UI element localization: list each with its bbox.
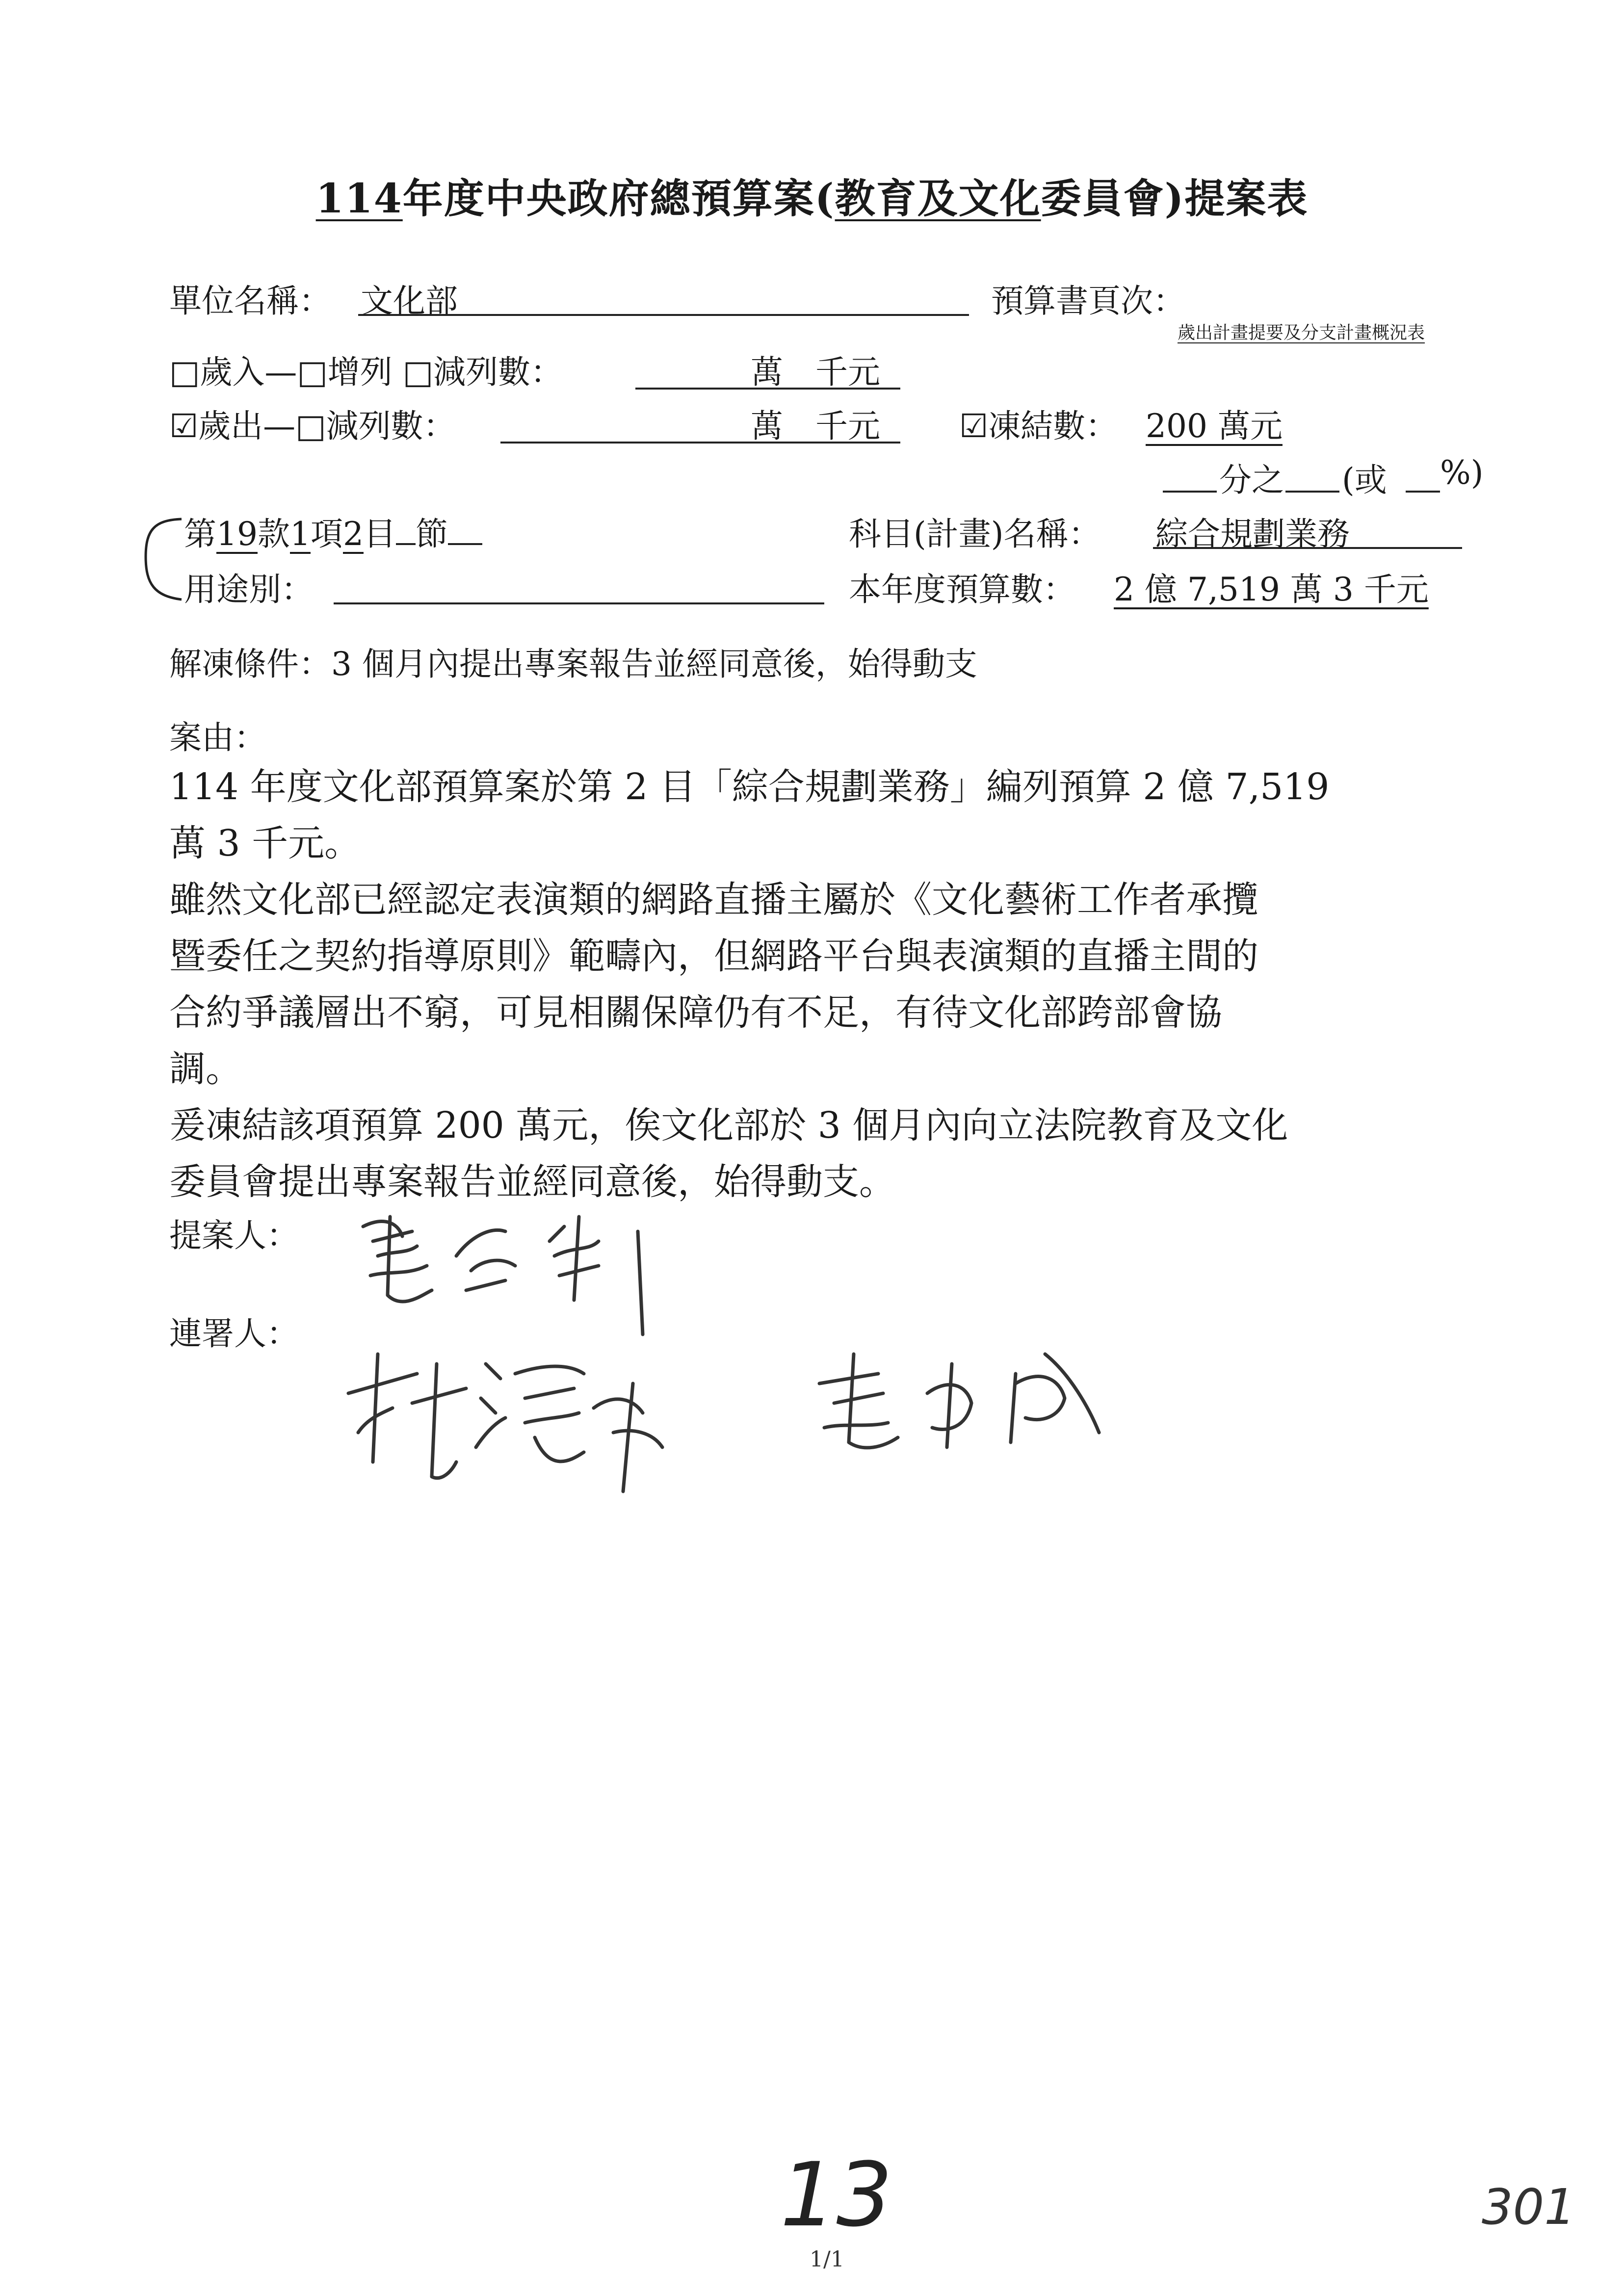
page-note: 歲出計畫提要及分支計畫概況表: [1178, 323, 1425, 343]
unit-label: 單位名稱：: [169, 282, 331, 320]
reason-line: 雖然文化部已經認定表演類的網路直播主屬於《文化藝術工作者承攬: [169, 879, 1258, 921]
title-part1: 年度中央政府總預算案(: [402, 175, 835, 222]
item-code: [184, 508, 482, 554]
budget-value: 2 億 7,519 萬 3 千元: [1114, 571, 1429, 608]
xiang-number: 1: [289, 515, 311, 553]
page-title: [0, 167, 1624, 224]
title-committee: 教育及文化: [835, 175, 1041, 222]
mu-label: 目: [363, 515, 396, 553]
expenditure-amount-units: 萬 千元: [751, 407, 880, 445]
usage-underline: [334, 602, 824, 604]
title-year: 114: [315, 175, 403, 222]
left-bracket: [140, 510, 184, 608]
reason-line: 合約爭議層出不窮，可見相關保障仍有不足，有待文化部跨部會協: [169, 991, 1222, 1034]
percent-close-label: %): [1440, 454, 1484, 492]
jie-label: 節: [415, 515, 448, 553]
kuan-label: 款: [257, 515, 290, 553]
unit-value: 文化部: [361, 282, 458, 320]
reason-line: 暨委任之契約指導原則》範疇內，但網路平台與表演類的直播主間的: [169, 935, 1258, 977]
fraction-of-label: 分之: [1219, 461, 1284, 499]
xiang-label: 項: [310, 515, 343, 553]
freeze-label: ☑凍結數：: [959, 407, 1118, 445]
title-part2: 委員會)提案表: [1041, 175, 1309, 222]
page-indicator: 1/1: [810, 2247, 844, 2272]
usage-label: 用途別：: [184, 571, 314, 608]
fraction-numerator-blank: [1163, 491, 1217, 493]
reason-line: 委員會提出專案報告並經同意後，始得動支。: [169, 1161, 895, 1203]
corner-number: 301: [1482, 2178, 1575, 2236]
subject-value: 綜合規劃業務: [1155, 515, 1350, 553]
unfreeze-condition: 解凍條件：3 個月內提出專案報告並經同意後，始得動支: [169, 645, 977, 683]
fraction-denominator-blank: [1285, 491, 1339, 493]
di-label: 第: [184, 515, 216, 553]
cosigner-signature-1: [339, 1334, 780, 1511]
expenditure-checkbox-label: ☑歲出—□減列數：: [169, 407, 456, 445]
reason-line: 調。: [169, 1048, 242, 1090]
revenue-checkbox-label: □歲入—□增列 □減列數：: [169, 353, 563, 391]
unit-underline: [358, 314, 969, 316]
percent-open-label: (或: [1342, 461, 1387, 499]
cosigner-signature-2: [805, 1334, 1148, 1462]
reason-line: 萬 3 千元。: [169, 822, 361, 864]
cosigner-label: 連署人：: [169, 1315, 299, 1353]
percent-blank: [1406, 491, 1440, 493]
reason-label: 案由：: [169, 719, 266, 757]
reason-line: 爰凍結該項預算 200 萬元，俟文化部於 3 個月內向立法院教育及文化: [169, 1104, 1288, 1147]
freeze-value: 200 萬元: [1146, 407, 1283, 445]
mu-number: 2: [342, 515, 364, 553]
reason-line: 114 年度文化部預算案於第 2 目「綜合規劃業務」編列預算 2 億 7,519: [169, 766, 1330, 808]
revenue-amount-units: 萬 千元: [751, 353, 880, 391]
page-label: 預算書頁次：: [991, 282, 1185, 320]
proposer-label: 提案人：: [169, 1217, 299, 1254]
subject-underline: [1153, 547, 1462, 549]
handwritten-number: 13: [780, 2144, 893, 2246]
proposer-signature: [343, 1197, 687, 1344]
budget-label: 本年度預算數：: [849, 571, 1075, 608]
subject-label: 科目(計畫)名稱：: [849, 515, 1101, 553]
kuan-number: 19: [216, 515, 258, 553]
